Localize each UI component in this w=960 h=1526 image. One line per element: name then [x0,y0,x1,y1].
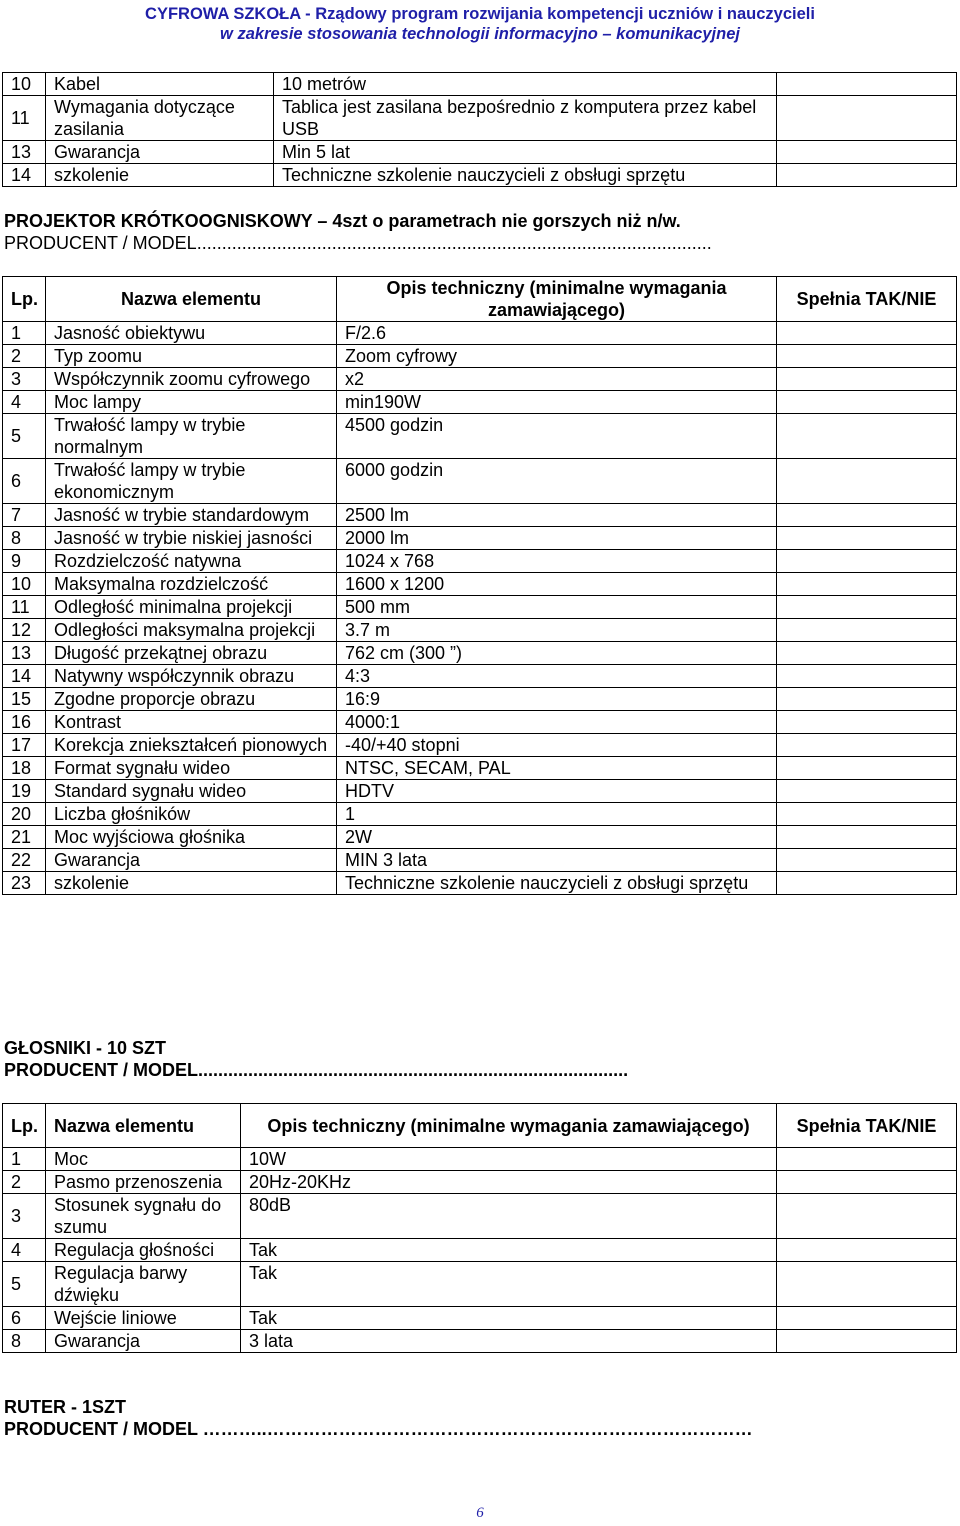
row-name: Kontrast [46,711,337,734]
row-ok [777,345,957,368]
row-name: szkolenie [46,164,274,187]
row-desc: Tak [241,1262,777,1307]
row-name: szkolenie [46,872,337,895]
row-desc: Techniczne szkolenie nauczycieli z obsługi sprzętu [274,164,777,187]
row-ok [777,688,957,711]
row-lp: 9 [3,550,46,573]
row-desc: 4:3 [337,665,777,688]
row-lp: 10 [3,573,46,596]
table-row [3,322,957,345]
row-desc: MIN 3 lata [337,849,777,872]
row-name: Jasność obiektywu [46,322,337,345]
row-name: Regulacja barwy dźwięku [46,1262,241,1307]
row-ok [777,872,957,895]
table-row [3,596,957,619]
row-name: Trwałość lampy w trybie ekonomicznym [46,459,337,504]
row-ok [777,1171,957,1194]
row-name: Standard sygnału wideo [46,780,337,803]
row-ok [777,596,957,619]
table-row [3,1330,957,1353]
row-name: Moc [46,1148,241,1171]
table-row [3,141,957,164]
row-desc: Zoom cyfrowy [337,345,777,368]
header-name: Nazwa elementu [46,277,337,322]
table-row [3,391,957,414]
row-ok [777,550,957,573]
table-row [3,642,957,665]
row-desc: NTSC, SECAM, PAL [337,757,777,780]
row-desc: 4000:1 [337,711,777,734]
row-desc: 3 lata [241,1330,777,1353]
row-name: Pasmo przenoszenia [46,1171,241,1194]
row-desc: 2W [337,826,777,849]
row-name: Gwarancja [46,141,274,164]
row-lp: 22 [3,849,46,872]
spec-table-continued [2,72,957,187]
row-lp: 12 [3,619,46,642]
header-line-1: CYFROWA SZKOŁA - Rządowy program rozwijania kompetencji uczniów i nauczycieli [145,5,815,23]
row-ok [777,414,957,459]
table-row [3,414,957,459]
row-desc: 1 [337,803,777,826]
row-lp: 23 [3,872,46,895]
row-lp: 20 [3,803,46,826]
router-section-title: RUTER - 1SZT [4,1397,127,1417]
row-desc: 762 cm (300 ”) [337,642,777,665]
table-row [3,96,957,141]
header-line-2: w zakresie stosowania technologii informacyjno – komunikacyjnej [220,25,740,43]
table-row [3,734,957,757]
row-lp: 8 [3,1330,46,1353]
row-ok [777,164,957,187]
projector-spec-table [2,276,957,895]
row-name: Kabel [46,73,274,96]
row-desc: 4500 godzin [337,414,777,459]
row-lp: 18 [3,757,46,780]
row-desc: 1024 x 768 [337,550,777,573]
row-desc: Tablica jest zasilana bezpośrednio z komputera przez kabel USB [274,96,777,141]
row-ok [777,642,957,665]
row-ok [777,573,957,596]
row-ok [777,1262,957,1307]
table-row [3,849,957,872]
row-ok [777,803,957,826]
row-name: Stosunek sygnału do szumu [46,1194,241,1239]
table-row [3,1262,957,1307]
row-name: Typ zoomu [46,345,337,368]
table-row [3,780,957,803]
row-lp: 3 [3,368,46,391]
table-header-row [3,277,957,322]
row-lp: 4 [3,391,46,414]
row-ok [777,1307,957,1330]
table-header-row [3,1104,957,1148]
row-lp: 14 [3,164,46,187]
table-row [3,826,957,849]
row-name: Wymagania dotyczące zasilania [46,96,274,141]
row-desc: Min 5 lat [274,141,777,164]
row-desc: min190W [337,391,777,414]
table-row [3,1307,957,1330]
table-row [3,1239,957,1262]
row-name: Format sygnału wideo [46,757,337,780]
row-name: Natywny współczynnik obrazu [46,665,337,688]
page-number: 6 [476,1505,484,1521]
row-name: Gwarancja [46,1330,241,1353]
header-lp: Lp. [3,277,46,322]
table-row [3,1148,957,1171]
table-row [3,573,957,596]
table-row [3,803,957,826]
row-name: Gwarancja [46,849,337,872]
table-row [3,872,957,895]
row-lp: 13 [3,141,46,164]
row-lp: 19 [3,780,46,803]
row-lp: 2 [3,1171,46,1194]
row-lp: 10 [3,73,46,96]
header-ok: Spełnia TAK/NIE [777,1104,957,1148]
row-lp: 8 [3,527,46,550]
header-desc: Opis techniczny (minimalne wymagania zamawiającego) [241,1104,777,1148]
row-ok [777,826,957,849]
speakers-section-title: GŁOSNIKI - 10 SZT [4,1038,167,1058]
row-desc: 500 mm [337,596,777,619]
row-lp: 11 [3,96,46,141]
row-ok [777,665,957,688]
row-ok [777,96,957,141]
row-name: Moc lampy [46,391,337,414]
row-desc: 1600 x 1200 [337,573,777,596]
row-ok [777,527,957,550]
row-desc: Tak [241,1239,777,1262]
row-ok [777,734,957,757]
row-ok [777,459,957,504]
document-header [0,4,960,44]
row-lp: 16 [3,711,46,734]
table-row [3,1194,957,1239]
row-name: Regulacja głośności [46,1239,241,1262]
row-lp: 11 [3,596,46,619]
table-row [3,345,957,368]
table-row [3,665,957,688]
row-lp: 7 [3,504,46,527]
table-row [3,711,957,734]
row-name: Rozdzielczość natywna [46,550,337,573]
row-desc: Tak [241,1307,777,1330]
row-desc: -40/+40 stopni [337,734,777,757]
row-name: Liczba głośników [46,803,337,826]
row-desc: 2500 lm [337,504,777,527]
row-lp: 14 [3,665,46,688]
row-desc: 3.7 m [337,619,777,642]
row-ok [777,757,957,780]
row-ok [777,141,957,164]
row-ok [777,1194,957,1239]
row-name: Współczynnik zoomu cyfrowego [46,368,337,391]
row-desc: F/2.6 [337,322,777,345]
row-lp: 1 [3,1148,46,1171]
row-lp: 5 [3,414,46,459]
row-ok [777,849,957,872]
row-name: Moc wyjściowa głośnika [46,826,337,849]
row-name: Długość przekątnej obrazu [46,642,337,665]
row-lp: 6 [3,1307,46,1330]
row-ok [777,391,957,414]
header-lp: Lp. [3,1104,46,1148]
row-lp: 15 [3,688,46,711]
header-name: Nazwa elementu [46,1104,241,1148]
router-producer-line: PRODUCENT / MODEL ………..……………………………………………………………………… [4,1419,753,1439]
table-row [3,527,957,550]
table-row [3,73,957,96]
row-lp: 6 [3,459,46,504]
row-lp: 3 [3,1194,46,1239]
row-lp: 13 [3,642,46,665]
table-row [3,459,957,504]
table-row [3,504,957,527]
row-name: Odległość minimalna projekcji [46,596,337,619]
row-desc: 10 metrów [274,73,777,96]
row-desc: 2000 lm [337,527,777,550]
row-lp: 4 [3,1239,46,1262]
row-name: Maksymalna rozdzielczość [46,573,337,596]
row-desc: Techniczne szkolenie nauczycieli z obsługi sprzętu [337,872,777,895]
row-desc: 10W [241,1148,777,1171]
row-name: Jasność w trybie niskiej jasności [46,527,337,550]
row-ok [777,1330,957,1353]
row-name: Jasność w trybie standardowym [46,504,337,527]
header-ok: Spełnia TAK/NIE [777,277,957,322]
row-ok [777,368,957,391]
table-row [3,164,957,187]
row-ok [777,322,957,345]
row-ok [777,504,957,527]
row-desc: x2 [337,368,777,391]
row-desc: 20Hz-20KHz [241,1171,777,1194]
row-desc: 80dB [241,1194,777,1239]
row-desc: HDTV [337,780,777,803]
row-name: Odległości maksymalna projekcji [46,619,337,642]
row-name: Zgodne proporcje obrazu [46,688,337,711]
projector-section-title: PROJEKTOR KRÓTKOOGNISKOWY – 4szt o parametrach nie gorszych niż n/w. [4,211,681,231]
row-ok [777,1239,957,1262]
row-lp: 21 [3,826,46,849]
row-name: Korekcja zniekształceń pionowych [46,734,337,757]
row-lp: 5 [3,1262,46,1307]
row-ok [777,780,957,803]
row-name: Wejście liniowe [46,1307,241,1330]
row-desc: 6000 godzin [337,459,777,504]
header-desc: Opis techniczny (minimalne wymagania zamawiającego) [337,277,777,322]
row-lp: 2 [3,345,46,368]
row-ok [777,619,957,642]
row-name: Trwałość lampy w trybie normalnym [46,414,337,459]
row-desc: 16:9 [337,688,777,711]
row-ok [777,1148,957,1171]
table-row [3,1171,957,1194]
speakers-producer-line: PRODUCENT / MODEL...................................................................................... [4,1060,629,1080]
projector-producer-line: PRODUCENT / MODEL....................................................................................................... [4,233,712,253]
row-ok [777,73,957,96]
table-row [3,757,957,780]
table-row [3,688,957,711]
row-ok [777,711,957,734]
table-row [3,550,957,573]
table-row [3,619,957,642]
speakers-spec-table [2,1103,957,1353]
row-lp: 17 [3,734,46,757]
row-lp: 1 [3,322,46,345]
table-row [3,368,957,391]
